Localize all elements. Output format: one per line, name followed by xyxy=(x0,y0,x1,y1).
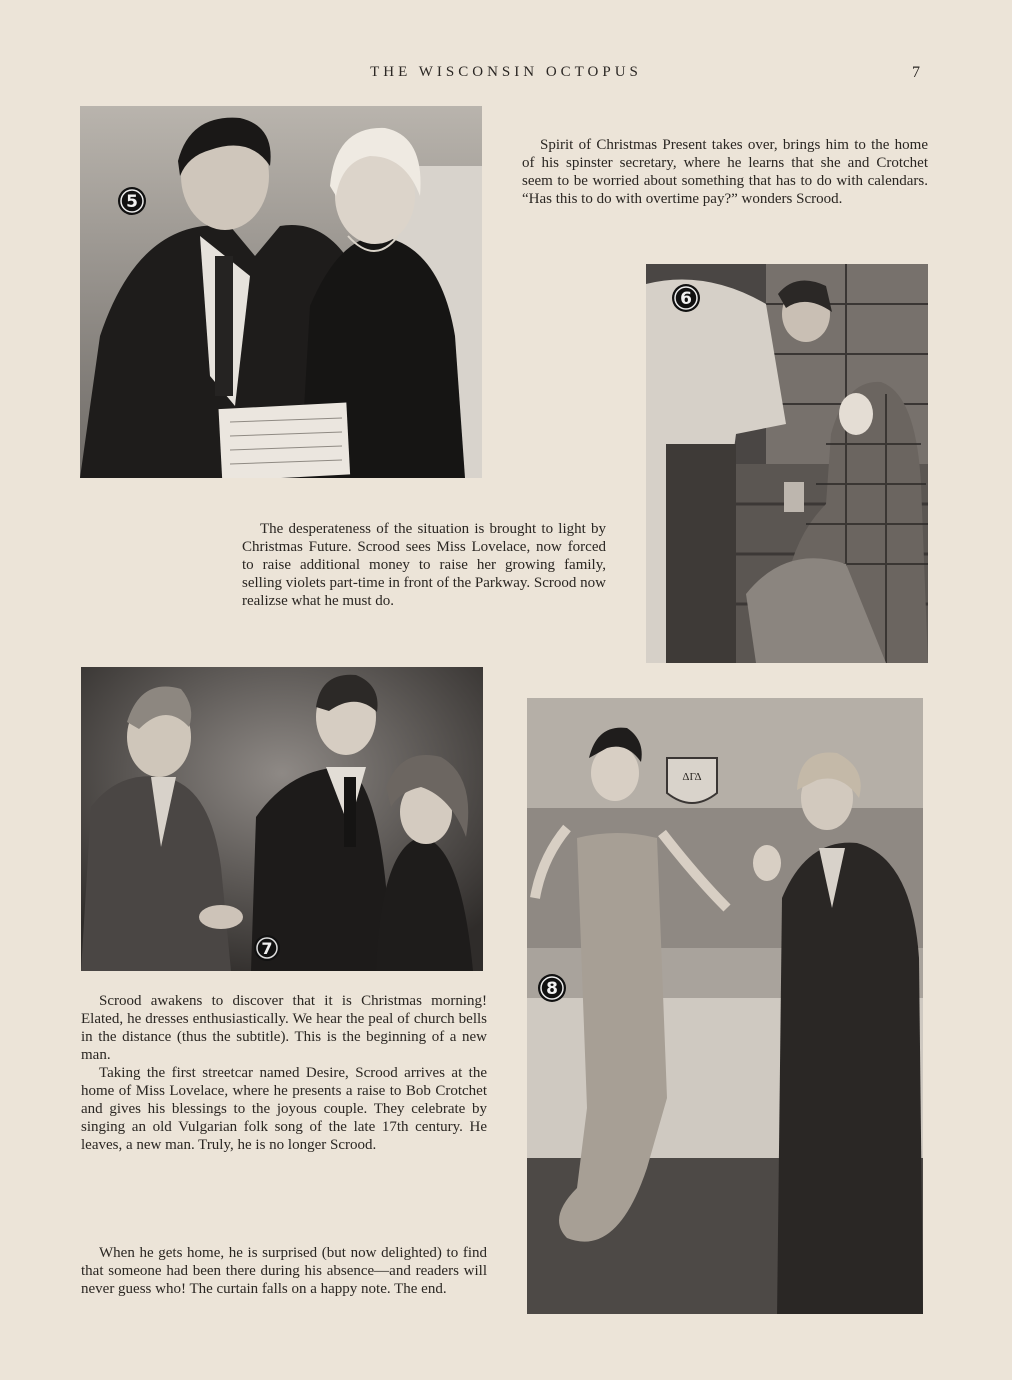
photo-7-number: 7 xyxy=(261,939,273,958)
photo-5-couple-with-calendar xyxy=(80,106,482,478)
photo-6-selling-violets xyxy=(646,264,928,663)
caption-home-text: When he gets home, he is surprised (but now delighted) to find that someone had been there during his absence—and readers will never guess who! The curtain falls on a happy note. The end. xyxy=(81,1245,487,1297)
crest-text: ΔΓΔ xyxy=(682,771,702,783)
caption-christmas-present xyxy=(522,136,928,208)
caption-streetcar-text: Taking the first streetcar named Desire, Scrood arrives at the home of Miss Lovelace, where he presents a raise to Bob Crotchet and gives his blessings to the joyous couple. They celebrate by singing an old Vulgarian folk song of the late 17th century. He leaves, a new man. Truly, he is no longer Scrood. xyxy=(81,1065,487,1153)
photo-7-handshake xyxy=(81,667,483,971)
caption-morning-text: Scrood awakens to discover that it is Christmas morning! Elated, he dresses enthusiastically. We hear the peal of church bells in the distance (thus the subtitle). This is the beginning of a new man. xyxy=(81,993,487,1063)
caption-christmas-morning xyxy=(81,992,487,1154)
photo-5-number: 5 xyxy=(126,192,138,212)
caption-christmas-future-text: The desperateness of the situation is brought to light by Christmas Future. Scrood sees Miss Lovelace, now forced to raise additional money to raise her growing family, selling violets part-time in front of the Parkway. Scrood now realizse what he must do. xyxy=(242,521,606,609)
photo-5-image xyxy=(80,106,482,478)
photo-8-image xyxy=(527,698,923,1314)
caption-happy-ending xyxy=(81,1244,487,1298)
photo-8-stocking-dress xyxy=(527,698,923,1314)
page-number: 7 xyxy=(912,64,920,81)
caption-christmas-future xyxy=(242,520,606,610)
photo-6-image xyxy=(646,264,928,663)
photo-6-number: 6 xyxy=(680,289,692,309)
running-head: THE WISCONSIN OCTOPUS xyxy=(370,64,642,80)
photo-7-image xyxy=(81,667,483,971)
photo-8-number: 8 xyxy=(546,979,558,999)
caption-christmas-present-text: Spirit of Christmas Present takes over, brings him to the home of his spinster secretary, where he learns that she and Crotchet seem to be worried about something that has to do with calendars. “Has this to do with overtime pay?” wonders Scrood. xyxy=(522,137,928,207)
